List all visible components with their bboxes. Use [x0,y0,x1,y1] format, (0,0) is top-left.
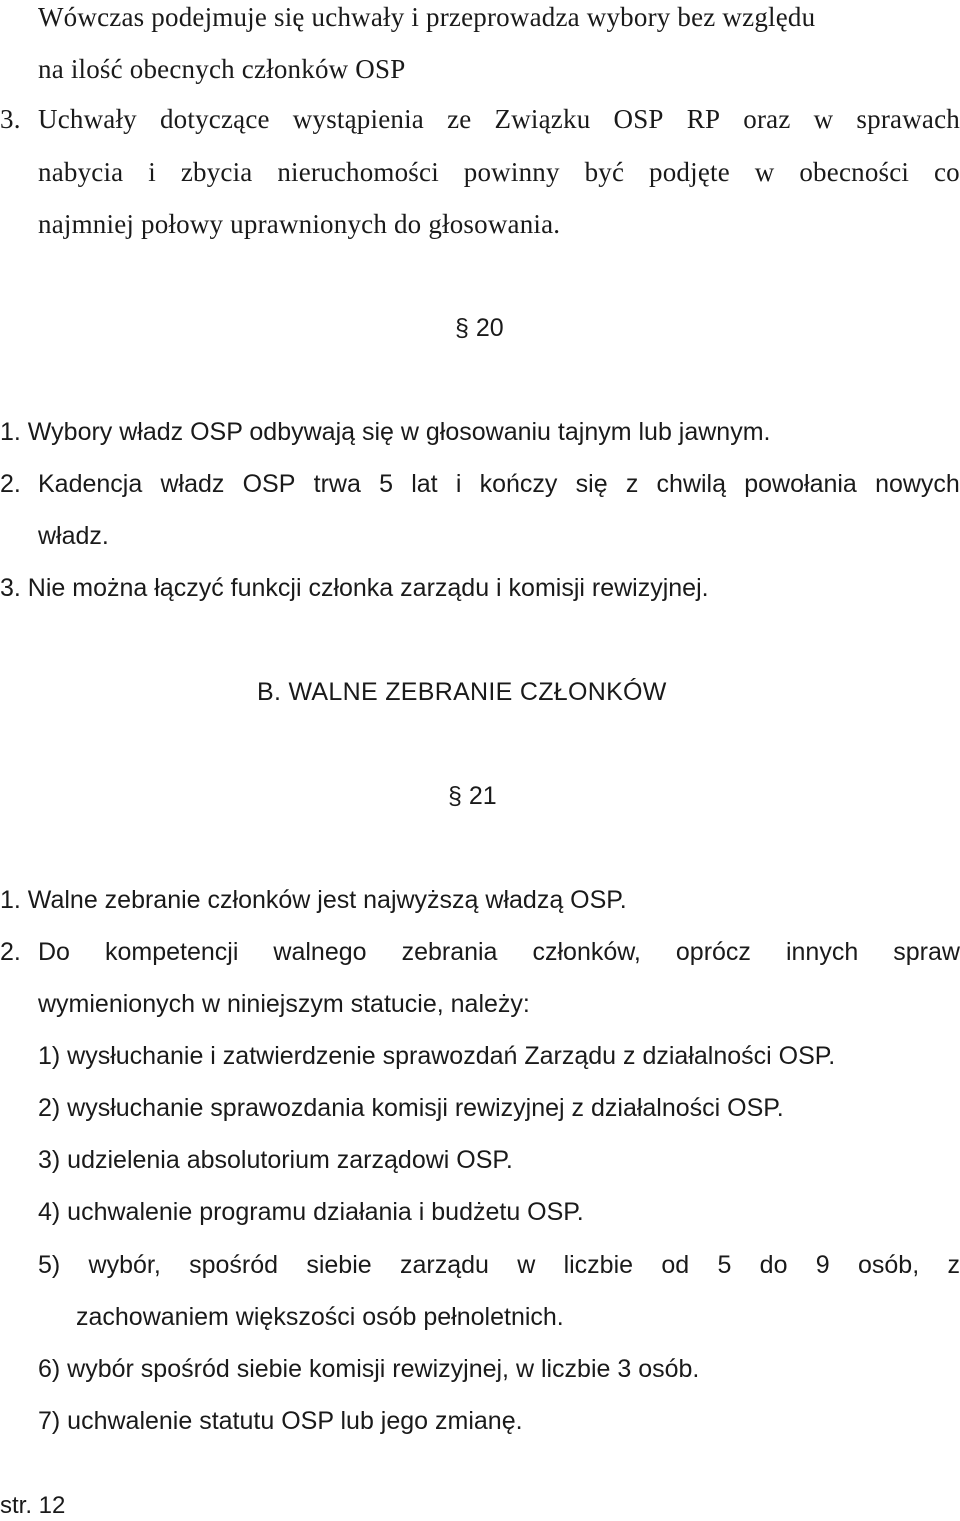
word: trwa [313,470,361,498]
word: 5 [379,470,393,498]
word: do [759,1251,788,1279]
paragraph-line: wymienionych w niniejszym statucie, należy: [38,990,530,1018]
word: walnego [273,938,367,966]
list-item: 6) wybór spośród siebie komisji rewizyjnej, w liczbie 3 osób. [38,1355,700,1383]
word: powołania [744,470,857,498]
word: oprócz [675,938,751,966]
paragraph-line-justified [38,935,960,969]
word: nowych [875,470,960,498]
word: 9 [815,1251,830,1279]
section-symbol-20: § 20 [455,314,504,342]
word: z [947,1251,960,1279]
word: Kadencja [38,470,143,498]
list-item: 3) udzielenia absolutorium zarządowi OSP. [38,1146,513,1174]
word: innych [785,938,859,966]
word: wystąpienia [292,104,424,134]
word: się [575,470,608,498]
word: RP [686,104,721,134]
word: i [455,470,462,498]
paragraph-line-justified [38,102,960,136]
word: Uchwały [38,104,137,134]
word: Do [38,938,70,966]
paragraph-number: 3. [0,104,21,134]
word: być [584,157,625,187]
word: Związku [494,104,591,134]
page-number: str. 12 [0,1492,66,1519]
word: w [517,1251,536,1279]
word: OSP [613,104,664,134]
word: OSP [242,470,296,498]
word: siebie [306,1251,372,1279]
word: lat [411,470,438,498]
word: z [625,470,639,498]
list-item-continuation: zachowaniem większości osób pełnoletnich. [76,1303,564,1331]
word: oraz [743,104,791,134]
word: co [934,157,960,187]
word: 5 [717,1251,732,1279]
list-item: 2) wysłuchanie sprawozdania komisji rewizyjnej z działalności OSP. [38,1094,784,1122]
word: obecności [799,157,910,187]
word: w [813,104,834,134]
word: wybór, [88,1251,161,1279]
paragraph-line-justified [38,467,960,501]
word: sprawach [856,104,960,134]
paragraph-line: 3. Nie można łączyć funkcji członka zarządu i komisji rewizyjnej. [0,574,709,602]
word: zebrania [401,938,498,966]
paragraph-number: 2. [0,938,21,966]
word: 5) [38,1251,61,1279]
word: spośród [189,1251,279,1279]
paragraph-line: 1. Wybory władz OSP odbywają się w głosowaniu tajnym lub jawnym. [0,418,771,446]
word: kończy [479,470,558,498]
word: liczbie [563,1251,634,1279]
word: zarządu [399,1251,489,1279]
word: i [148,157,156,187]
word: osób, [857,1251,920,1279]
word: chwilą [656,470,727,498]
list-item: 4) uchwalenie programu działania i budżetu OSP. [38,1198,584,1226]
paragraph-line: najmniej połowy uprawnionych do głosowania. [38,209,561,239]
list-item-justified [38,1248,960,1282]
paragraph-line: 1. Walne zebranie członków jest najwyższą władzą OSP. [0,886,627,914]
word: nieruchomości [277,157,439,187]
list-item: 1) wysłuchanie i zatwierdzenie sprawozdań Zarządu z działalności OSP. [38,1042,836,1070]
word: podjęte [649,157,730,187]
word: powinny [463,157,560,187]
word: ze [447,104,472,134]
word: kompetencji [104,938,239,966]
paragraph-line: władz. [38,522,109,550]
list-item: 7) uchwalenie statutu OSP lub jego zmianę. [38,1407,523,1435]
word: w [754,157,775,187]
word: władz [160,470,225,498]
word: dotyczące [159,104,270,134]
paragraph-number: 2. [0,470,21,498]
section-heading: B. WALNE ZEBRANIE CZŁONKÓW [257,678,667,706]
word: członków, [532,938,641,966]
section-symbol-21: § 21 [448,782,497,810]
paragraph-line-justified [38,155,960,189]
word: zbycia [180,157,253,187]
word: od [661,1251,690,1279]
word: spraw [893,938,960,966]
word: nabycia [38,157,124,187]
paragraph-line: Wówczas podejmuje się uchwały i przeprowadza wybory bez względu [38,2,816,32]
paragraph-line: na ilość obecnych członków OSP [38,54,406,84]
